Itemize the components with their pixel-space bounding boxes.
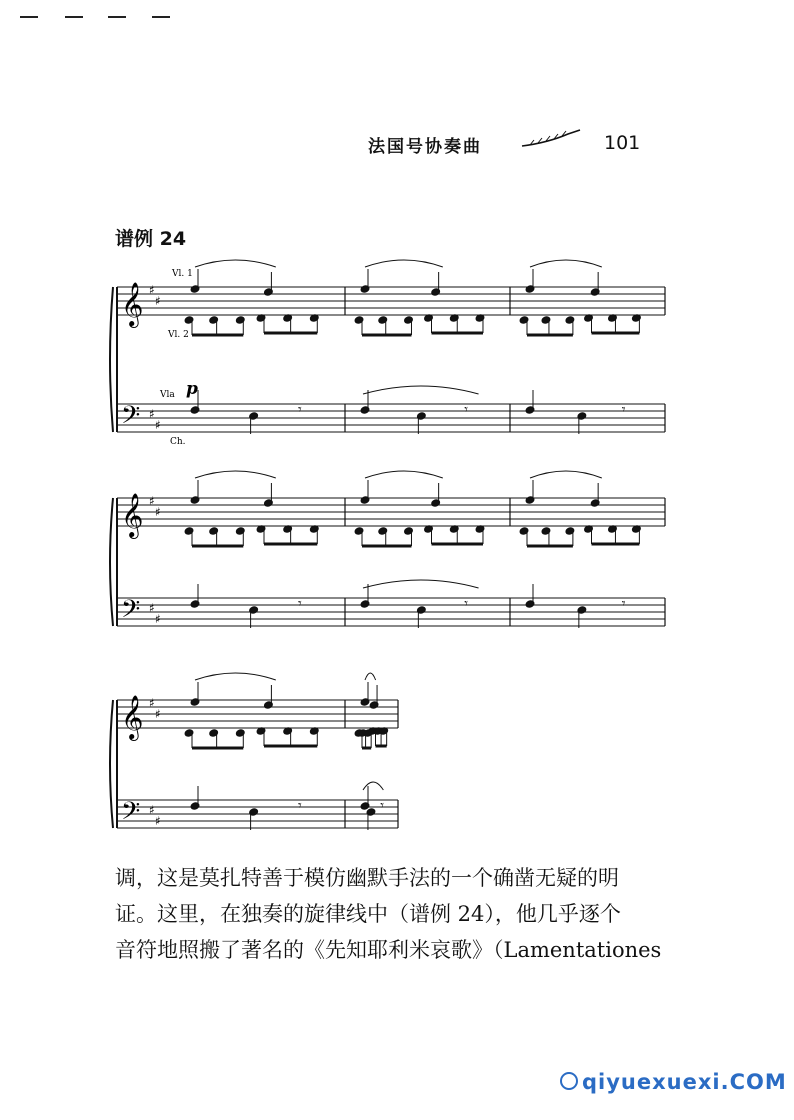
slur: [195, 673, 276, 680]
body-line: 证。这里，在独奏的旋律线中（谱例 24），他几乎逐个: [115, 902, 621, 926]
rest-icon: 𝄾: [464, 596, 468, 612]
slur: [195, 471, 276, 478]
system-brace: [110, 287, 113, 432]
slur: [365, 471, 443, 478]
sharp-icon: ♯: [155, 814, 161, 828]
system-brace: [110, 700, 113, 828]
sharp-icon: ♯: [155, 612, 161, 626]
body-text: [115, 860, 680, 968]
sharp-icon: ♯: [149, 803, 155, 817]
sharp-icon: ♯: [155, 294, 161, 308]
rest-icon: 𝄾: [380, 798, 384, 814]
watermark-text: qiyuexuexi.COM: [582, 1070, 787, 1094]
rest-icon: 𝄾: [621, 402, 626, 418]
bass-clef-icon: 𝄢: [121, 401, 141, 436]
treble-clef-icon: 𝄞: [121, 695, 144, 739]
system-brace: [110, 498, 113, 626]
bass-clef-icon: 𝄢: [121, 797, 141, 832]
sharp-icon: ♯: [155, 418, 161, 432]
dynamic-marking: p: [186, 379, 198, 399]
cello-label: Ch.: [170, 437, 186, 447]
rest-icon: 𝄾: [298, 596, 302, 612]
slur: [365, 673, 376, 680]
sharp-icon: ♯: [155, 505, 161, 519]
body-line: 音符地照搬了著名的《先知耶利米哀歌》（Lamentationes: [115, 938, 662, 962]
treble-clef-icon: 𝄞: [121, 493, 144, 537]
sharp-icon: ♯: [149, 601, 155, 615]
sharp-icon: ♯: [149, 407, 155, 421]
example-label: 谱例 24: [115, 228, 187, 250]
slur: [363, 580, 479, 588]
site-watermark: [560, 1070, 787, 1094]
slur: [363, 782, 383, 790]
running-title: 法国号协奏曲: [368, 137, 482, 157]
body-line: 调，这是莫扎特善于模仿幽默手法的一个确凿无疑的明: [115, 866, 619, 890]
bass-clef-icon: 𝄢: [121, 595, 141, 630]
slur: [363, 386, 479, 394]
viola-label: Vla: [160, 390, 175, 400]
watermark-logo-icon: [560, 1072, 578, 1090]
sharp-icon: ♯: [149, 283, 155, 297]
rest-icon: 𝄾: [621, 596, 626, 612]
sharp-icon: ♯: [155, 707, 161, 721]
sharp-icon: ♯: [149, 696, 155, 710]
slur: [530, 471, 602, 478]
sharp-icon: ♯: [149, 494, 155, 508]
violin1-label: Vl. 1: [172, 269, 193, 279]
treble-clef-icon: 𝄞: [121, 282, 144, 326]
rest-icon: 𝄾: [464, 402, 468, 418]
violin2-label: Vl. 2: [168, 330, 189, 340]
slur: [365, 260, 443, 267]
rest-icon: 𝄾: [298, 798, 302, 814]
slur: [195, 260, 276, 267]
page-number: 101: [604, 132, 641, 154]
rest-icon: 𝄾: [298, 402, 302, 418]
slur: [530, 260, 602, 267]
